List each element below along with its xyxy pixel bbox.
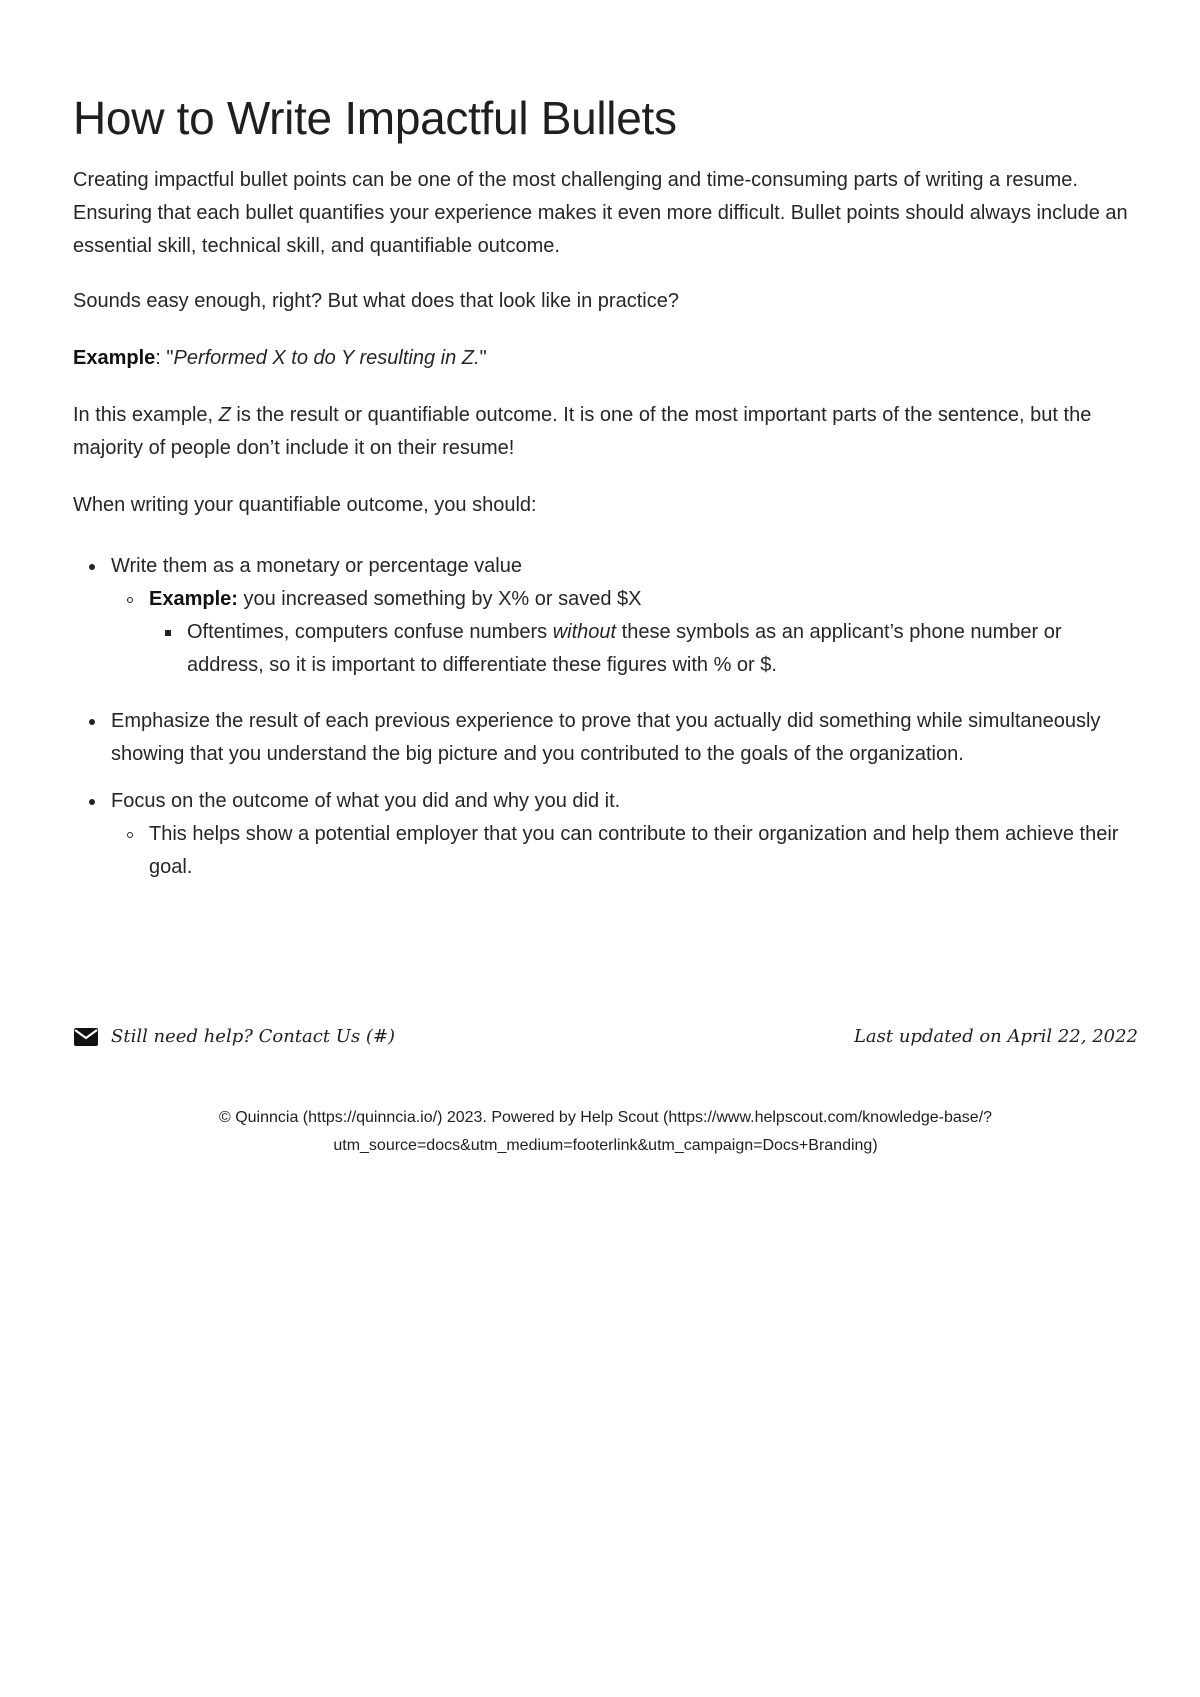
copyright-line[interactable]: © Quinncia (https://quinncia.io/) 2023. Powered by Help Scout (https://www.helpscout.com/knowledge-base/? [218,1109,993,1126]
example-label: Example: [149,588,238,610]
example-paragraph [73,342,1138,375]
envelope-icon [73,1027,99,1047]
contact-link[interactable] [73,1022,395,1052]
z-explanation-paragraph [73,399,1138,465]
article [73,90,1138,884]
bullet-text: Emphasize the result of each previous experience to prove that you actually did something while simultaneously showing that you understand the big picture and you contributed to the goals of the organization. [111,710,1101,765]
bullet-text: Focus on the outcome of what you did and why you did it. [111,790,621,812]
sub-list [111,818,1138,884]
bullet-text: Write them as a monetary or percentage value [111,555,522,577]
last-updated: Last updated on April 22, 2022 [853,1026,1138,1047]
emphasis-text: without [552,621,617,643]
bullet-text: This helps show a potential employer that you can contribute to their organization and help them achieve their goal. [149,823,1119,878]
list-item [111,818,1138,884]
list-item [73,785,1138,884]
example-colon: : " [155,347,174,369]
outcome-tips-list [73,550,1138,884]
sub-list [111,583,1138,682]
sub-sub-list [149,616,1138,682]
bullet-text: Oftentimes, computers confuse numbers [187,621,553,643]
list-item [73,705,1138,771]
article-footer [73,1022,1138,1052]
example-label: Example [73,347,156,369]
contact-text[interactable]: Still need help? Contact Us (#) [111,1026,396,1047]
list-item [111,583,1138,682]
z-letter: Z [218,404,231,426]
bullet-text: you increased something by X% or saved $X [237,588,642,610]
copyright-footer [73,1104,1138,1160]
bullet-text: these symbols as an applicant’s phone number or address, so it is important to differentiate these figures with % or $. [187,621,1062,676]
intro-paragraph: Creating impactful bullet points can be one of the most challenging and time-consuming parts of writing a resume. Ensuring that each bullet quantifies your experience makes it even more difficult. Bullet points should always include an essential skill, technical skill, and quantifiable outcome. [73,169,1128,257]
copyright-line[interactable]: utm_source=docs&utm_medium=footerlink&utm_campaign=Docs+Branding) [333,1137,878,1154]
example-text: Performed X to do Y resulting in Z. [173,347,480,369]
question-paragraph: Sounds easy enough, right? But what does that look like in practice? [73,290,679,312]
lead-in-paragraph: When writing your quantifiable outcome, you should: [73,494,537,516]
article-title: How to Write Impactful Bullets [73,92,677,144]
example-close-quote: " [479,347,487,369]
z-pre-text: In this example, [73,404,219,426]
list-item [73,550,1138,682]
list-item [149,616,1138,682]
z-post-text: is the result or quantifiable outcome. It is one of the most important parts of the sentence, but the majority of people don’t include it on their resume! [73,404,1092,459]
